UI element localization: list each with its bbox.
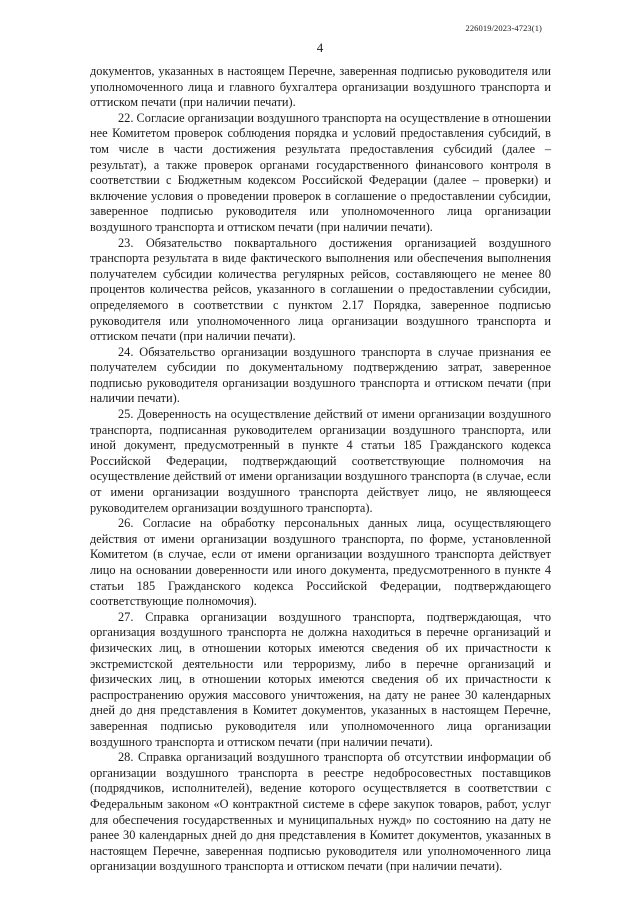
paragraph-item-22: 22. Согласие организации воздушного транспорта на осуществление в отношении нее Комитетом проверок соблюдения порядка и условий предоставления субсидий, в том числе в части достижения результата предоставления субсидий (далее – результат), а также проверок органами государственного финансового контроля в соответствии с Бюджетным кодексом Российской Федерации (далее – проверки) и включение условия о проведении проверок в соглашение о предоставлении субсидии, заверенное подписью руководителя или уполномоченного лица организации воздушного транспорта и оттиском печати (при наличии печати). bbox=[90, 110, 551, 234]
document-registration-number: 226019/2023-4723(1) bbox=[465, 23, 542, 33]
paragraph-item-27: 27. Справка организации воздушного транспорта, подтверждающая, что организация воздушного транспорта не должна находиться в перечне организаций и физических лиц, в отношении которых имеются сведения об их причастности к экстремистской деятельности или терроризму, либо в перечне организаций и физических лиц, в отношении которых имеются сведения об их причастности к распространению оружия массового уничтожения, на дату не ранее 30 календарных дней до дня представления в Комитет документов, указанных в настоящем Перечне, заверенная подписью руководителя или уполномоченного лица организации воздушного транспорта и оттиском печати (при наличии печати). bbox=[90, 609, 551, 749]
page-number: 4 bbox=[316, 40, 324, 55]
document-body bbox=[90, 64, 551, 875]
paragraph-item-26: 26. Согласие на обработку персональных данных лица, осуществляющего действия от имени организации воздушного транспорта, по форме, установленной Комитетом (в случае, если от имени организации воздушного транспорта действует лицо на основании доверенности или иного документа, предусмотренного в пункте 4 статьи 185 Гражданского кодекса Российской Федерации, подтверждающего соответствующие полномочия). bbox=[90, 516, 551, 609]
paragraph-continuation: документов, указанных в настоящем Перечне, заверенная подписью руководителя или уполномоченного лица и главного бухгалтера организации воздушного транспорта и оттиском печати (при наличии печати). bbox=[90, 64, 551, 110]
paragraph-item-24: 24. Обязательство организации воздушного транспорта в случае признания ее получателем субсидии по документальному подтверждению затрат, заверенное подписью руководителя организации воздушного транспорта и оттиском печати (при наличии печати). bbox=[90, 344, 551, 406]
paragraph-item-25: 25. Доверенность на осуществление действий от имени организации воздушного транспорта, подписанная руководителем организации воздушного транспорта, или иной документ, предусмотренный в пункте 4 статьи 185 Гражданского кодекса Российской Федерации, подтверждающий соответствующие полномочия на осуществление действий от имени организации воздушного транспорта (в случае, если от имени организации воздушного транспорта действует лицо, не являющееся руководителем организации воздушного транспорта). bbox=[90, 407, 551, 515]
paragraph-item-28: 28. Справка организаций воздушного транспорта об отсутствии информации об организации воздушного транспорта в реестре недобросовестных поставщиков (подрядчиков, исполнителей), ведение которого осуществляется в соответствии с Федеральным законом «О контрактной системе в сфере закупок товаров, работ, услуг для обеспечения государственных и муниципальных нужд» по состоянию на дату не ранее 30 календарных дней до дня представления в Комитет документов, указанных в настоящем Перечне, заверенная подписью руководителя или уполномоченного лица организации воздушного транспорта и оттиском печати (при наличии печати). bbox=[90, 750, 551, 874]
paragraph-item-23: 23. Обязательство поквартального достижения организацией воздушного транспорта результата в виде фактического выполнения или обеспечения выполнения получателем субсидии количества регулярных рейсов, составляющего не менее 80 процентов количества рейсов, указанного в соглашении о предоставлении субсидии, определяемого в соответствии с пунктом 2.17 Порядка, заверенное подписью руководителя или уполномоченного лица организации воздушного транспорта и оттиском печати (при наличии печати). bbox=[90, 235, 551, 344]
